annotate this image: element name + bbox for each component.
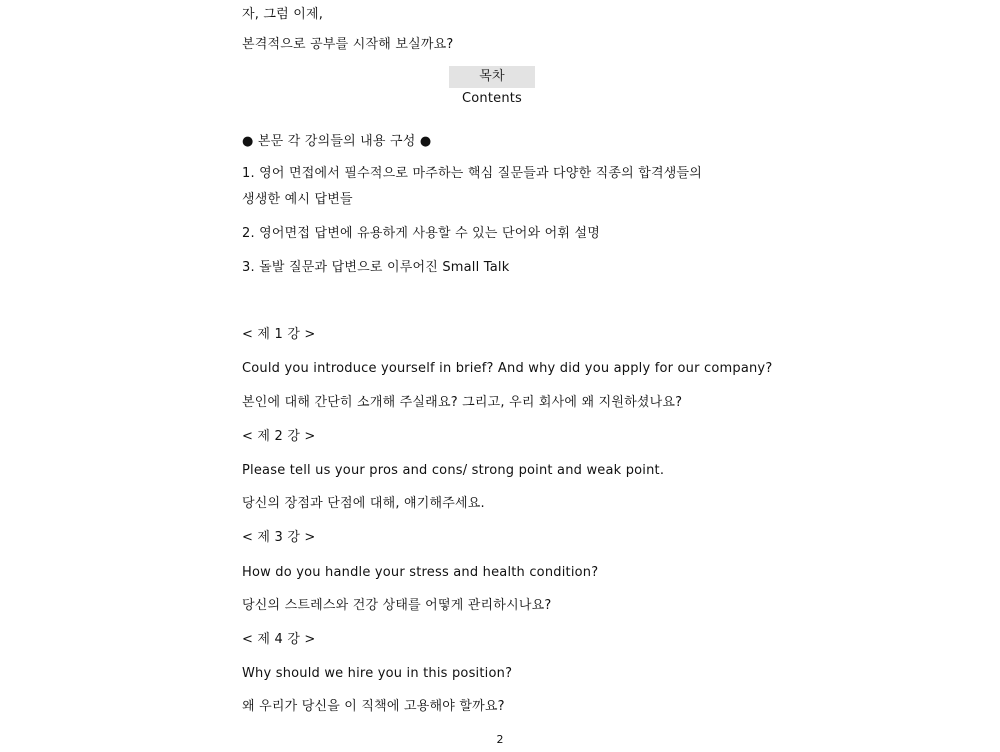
toc-heading-box: [449, 66, 535, 106]
toc-heading: 목차 Contents: [461, 69, 523, 106]
lecture-1-question-ko: 본인에 대해 간단히 소개해 주실래요? 그리고, 우리 회사에 왜 지원하셨나요?: [242, 395, 683, 410]
lecture-3-question-ko: 당신의 스트레스와 건강 상태를 어떻게 관리하시나요?: [242, 598, 552, 613]
lecture-1-question-en: Could you introduce yourself in brief? And why did you apply for our company?: [242, 361, 773, 376]
composition-item-2: 2. 영어면접 답변에 유용하게 사용할 수 있는 단어와 어휘 설명: [242, 226, 600, 241]
lecture-2-question-en: Please tell us your pros and cons/ strong point and weak point.: [242, 463, 665, 478]
composition-heading: ● 본문 각 강의들의 내용 구성 ●: [242, 134, 432, 149]
composition-item-1-line-1: 1. 영어 면접에서 필수적으로 마주하는 핵심 질문들과 다양한 직종의 합격생들의: [242, 166, 703, 181]
lecture-4-question-en: Why should we hire you in this position?: [242, 666, 513, 681]
lecture-4-label: < 제 4 강 >: [242, 632, 316, 647]
lecture-4-question-ko: 왜 우리가 당신을 이 직책에 고용해야 할까요?: [242, 699, 505, 714]
intro-line-1: 자, 그럼 이제,: [242, 7, 324, 22]
lecture-2-label: < 제 2 강 >: [242, 429, 316, 444]
lecture-3-label: < 제 3 강 >: [242, 530, 316, 545]
composition-item-1-line-2: 생생한 예시 답변들: [242, 192, 353, 207]
intro-line-2: 본격적으로 공부를 시작해 보실까요?: [242, 37, 454, 52]
lecture-3-question-en: How do you handle your stress and health condition?: [242, 565, 599, 580]
document-page: [242, 0, 773, 752]
composition-item-3: 3. 돌발 질문과 답변으로 이루어진 Small Talk: [242, 260, 510, 275]
page-number: 2: [496, 733, 504, 746]
lecture-2-question-ko: 당신의 장점과 단점에 대해, 얘기해주세요.: [242, 496, 485, 511]
lecture-1-label: < 제 1 강 >: [242, 327, 316, 342]
